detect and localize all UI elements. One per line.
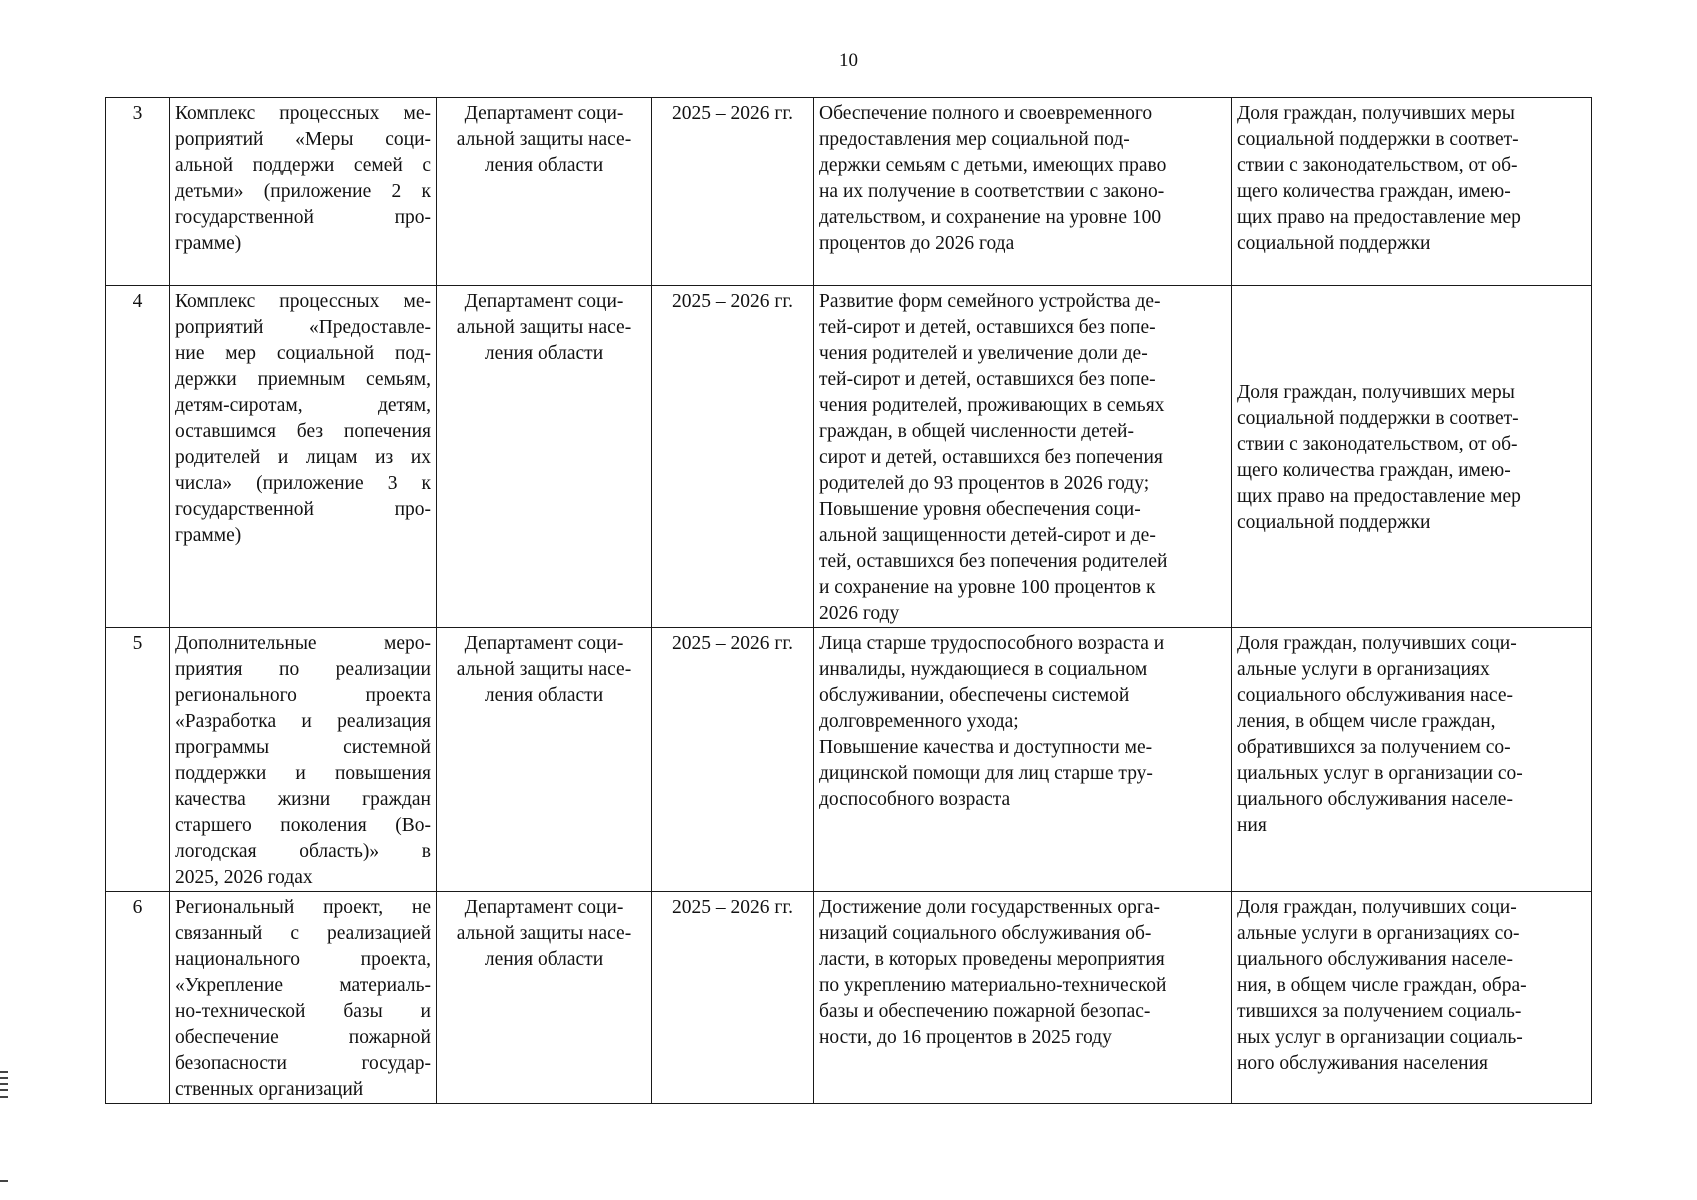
measure-name-line: связанный с реализацией	[175, 923, 431, 944]
measure-name-cell	[170, 892, 437, 1104]
measure-name-line: детям-сиротам, детям,	[175, 395, 431, 416]
measure-name-line: родителей и лицам из их	[175, 447, 431, 468]
department-line: альной защиты насе-	[456, 129, 632, 150]
measure-name-line: Комплекс процессных ме-	[175, 291, 431, 312]
result-line: доспособного возраста	[819, 789, 1011, 810]
indicator-line: щих право на предоставление мер	[1237, 207, 1521, 228]
measure-name-line: регионального проекта	[175, 685, 431, 706]
measure-name-line: держки приемным семьям,	[175, 369, 431, 390]
margin-mark	[0, 1071, 8, 1073]
indicator-cell	[1232, 628, 1592, 892]
margin-mark	[0, 1077, 8, 1079]
measure-name-line: государственной про-	[175, 207, 431, 228]
measure-name-line: грамме)	[175, 233, 242, 254]
department-cell	[437, 628, 652, 892]
indicator-line: Доля граждан, получивших меры	[1237, 382, 1515, 403]
measure-name-line: роприятий «Меры соци-	[175, 129, 431, 150]
result-line: Лица старше трудоспособного возраста и	[819, 633, 1165, 654]
indicator-line: щего количества граждан, имею-	[1237, 460, 1511, 481]
period-cell: 2025 – 2026 гг.	[652, 892, 814, 1104]
indicator-line: социального обслуживания насе-	[1237, 685, 1513, 706]
department-line: альной защиты насе-	[456, 317, 632, 338]
department-cell	[437, 892, 652, 1104]
table-row	[106, 286, 1592, 628]
result-line: инвалиды, нуждающиеся в социальном	[819, 659, 1148, 680]
indicator-line: альные услуги в организациях со-	[1237, 923, 1520, 944]
measure-name-line: числа» (приложение 3 к	[175, 473, 431, 494]
measure-name-line: «Разработка и реализация	[175, 711, 431, 732]
indicator-line: щего количества граждан, имею-	[1237, 181, 1511, 202]
indicator-line: Доля граждан, получивших меры	[1237, 103, 1515, 124]
result-line: Обеспечение полного и своевременного	[819, 103, 1153, 124]
indicator-line: социальной поддержки в соответ-	[1237, 408, 1519, 429]
margin-mark	[0, 1089, 8, 1091]
result-line: процентов до 2026 года	[819, 233, 1015, 254]
period-cell: 2025 – 2026 гг.	[652, 628, 814, 892]
department-line: ления области	[484, 155, 604, 176]
measure-name-line: роприятий «Предоставле-	[175, 317, 431, 338]
table-row	[106, 98, 1592, 286]
page-number: 10	[839, 50, 858, 71]
result-line: ности, до 16 процентов в 2025 году	[819, 1027, 1112, 1048]
period-cell: 2025 – 2026 гг.	[652, 286, 814, 628]
row-number-cell: 6	[106, 892, 170, 1104]
indicator-line: циального обслуживания населе-	[1237, 949, 1513, 970]
indicator-line: ного обслуживания населения	[1237, 1053, 1488, 1074]
measure-name-line: обеспечение пожарной	[175, 1027, 431, 1048]
measure-name-line: ственных организаций	[175, 1079, 364, 1100]
result-line: 2026 году	[819, 603, 900, 624]
indicator-line: ления, в общем числе граждан,	[1237, 711, 1496, 732]
period-cell: 2025 – 2026 гг.	[652, 98, 814, 286]
indicator-line: социальной поддержки	[1237, 512, 1431, 533]
result-line: Повышение уровня обеспечения соци-	[819, 499, 1141, 520]
result-line: дательством, и сохранение на уровне 100	[819, 207, 1162, 228]
result-line: тей-сирот и детей, оставшихся без попе-	[819, 369, 1156, 390]
indicator-line: циального обслуживания населе-	[1237, 789, 1513, 810]
measure-name-line: Региональный проект, не	[175, 897, 431, 918]
result-line: сирот и детей, оставшихся без попечения	[819, 447, 1163, 468]
measure-name-cell	[170, 628, 437, 892]
measure-name-line: детьми» (приложение 2 к	[175, 181, 431, 202]
result-line: Повышение качества и доступности ме-	[819, 737, 1153, 758]
measure-name-line: альной поддержи семей с	[175, 155, 431, 176]
result-line: держки семьям с детьми, имеющих право	[819, 155, 1167, 176]
department-line: Департамент соци-	[464, 103, 624, 124]
result-cell	[814, 286, 1232, 628]
measure-name-line: Дополнительные меро-	[175, 633, 431, 654]
result-cell	[814, 892, 1232, 1104]
department-cell	[437, 98, 652, 286]
measures-table	[105, 97, 1592, 1104]
indicator-line: ных услуг в организации социаль-	[1237, 1027, 1523, 1048]
indicator-cell	[1232, 98, 1592, 286]
result-cell	[814, 628, 1232, 892]
indicator-line: социальной поддержки	[1237, 233, 1431, 254]
margin-mark	[0, 1096, 8, 1098]
indicator-line: ствии с законодательством, от об-	[1237, 155, 1518, 176]
indicator-line: щих право на предоставление мер	[1237, 486, 1521, 507]
indicator-cell	[1232, 892, 1592, 1104]
measure-name-line: безопасности государ-	[175, 1053, 431, 1074]
measure-name-line: программы системной	[175, 737, 431, 758]
department-line: ления области	[484, 343, 604, 364]
measure-name-line: грамме)	[175, 525, 242, 546]
department-line: альной защиты насе-	[456, 923, 632, 944]
measure-name-line: поддержки и повышения	[175, 763, 431, 784]
measure-name-line: 2025, 2026 годах	[175, 867, 313, 888]
measure-name-line: старшего поколения (Во-	[175, 815, 431, 836]
indicator-line: ния	[1237, 815, 1267, 836]
measure-name-line: «Укрепление материаль-	[175, 975, 431, 996]
indicator-line: ния, в общем числе граждан, обра-	[1237, 975, 1527, 996]
indicator-line: социальной поддержки в соответ-	[1237, 129, 1519, 150]
result-line: чения родителей, проживающих в семьях	[819, 395, 1165, 416]
result-line: чения родителей и увеличение доли де-	[819, 343, 1148, 364]
table-row	[106, 892, 1592, 1104]
result-line: граждан, в общей численности детей-	[819, 421, 1134, 442]
department-line: Департамент соци-	[464, 633, 624, 654]
department-line: Департамент соци-	[464, 897, 624, 918]
result-line: предоставления мер социальной под-	[819, 129, 1130, 150]
measure-name-line: ние мер социальной под-	[175, 343, 431, 364]
measure-name-line: национального проекта,	[175, 949, 431, 970]
department-line: ления области	[484, 949, 604, 970]
row-number-cell: 5	[106, 628, 170, 892]
margin-mark	[0, 1083, 8, 1085]
indicator-line: тившихся за получением социаль-	[1237, 1001, 1522, 1022]
row-number-cell: 4	[106, 286, 170, 628]
result-line: долговременного ухода;	[819, 711, 1019, 732]
result-line: тей, оставшихся без попечения родителей	[819, 551, 1168, 572]
measure-name-cell	[170, 98, 437, 286]
result-line: дицинской помощи для лиц старше тру-	[819, 763, 1153, 784]
measure-name-line: оставшимся без попечения	[175, 421, 431, 442]
measure-name-line: качества жизни граждан	[175, 789, 431, 810]
measure-name-line: но-технической базы и	[175, 1001, 431, 1022]
indicator-line: Доля граждан, получивших соци-	[1237, 897, 1517, 918]
result-line: альной защищенности детей-сирот и де-	[819, 525, 1156, 546]
department-line: альной защиты насе-	[456, 659, 632, 680]
margin-mark	[0, 1180, 8, 1182]
measure-name-line: государственной про-	[175, 499, 431, 520]
indicator-line: ствии с законодательством, от об-	[1237, 434, 1518, 455]
department-line: Департамент соци-	[464, 291, 624, 312]
department-cell	[437, 286, 652, 628]
result-cell	[814, 98, 1232, 286]
measure-name-cell	[170, 286, 437, 628]
result-line: ласти, в которых проведены мероприятия	[819, 949, 1165, 970]
indicator-line: обратившихся за получением со-	[1237, 737, 1511, 758]
measure-name-line: Комплекс процессных ме-	[175, 103, 431, 124]
indicator-cell	[1232, 286, 1592, 628]
indicator-line: циальных услуг в организации со-	[1237, 763, 1523, 784]
row-number-cell: 3	[106, 98, 170, 286]
result-line: Достижение доли государственных орга-	[819, 897, 1161, 918]
result-line: обслуживании, обеспечены системой	[819, 685, 1130, 706]
result-line: Развитие форм семейного устройства де-	[819, 291, 1161, 312]
result-line: низаций социального обслуживания об-	[819, 923, 1152, 944]
measure-name-line: логодская область)» в	[175, 841, 431, 862]
result-line: базы и обеспечению пожарной безопас-	[819, 1001, 1151, 1022]
result-line: и сохранение на уровне 100 процентов к	[819, 577, 1156, 598]
department-line: ления области	[484, 685, 604, 706]
result-line: тей-сирот и детей, оставшихся без попе-	[819, 317, 1156, 338]
indicator-line: Доля граждан, получивших соци-	[1237, 633, 1517, 654]
result-line: на их получение в соответствии с законо-	[819, 181, 1165, 202]
measure-name-line: приятия по реализации	[175, 659, 431, 680]
result-line: родителей до 93 процентов в 2026 году;	[819, 473, 1150, 494]
indicator-line: альные услуги в организациях	[1237, 659, 1490, 680]
table-row	[106, 628, 1592, 892]
result-line: по укреплению материально-технической	[819, 975, 1167, 996]
